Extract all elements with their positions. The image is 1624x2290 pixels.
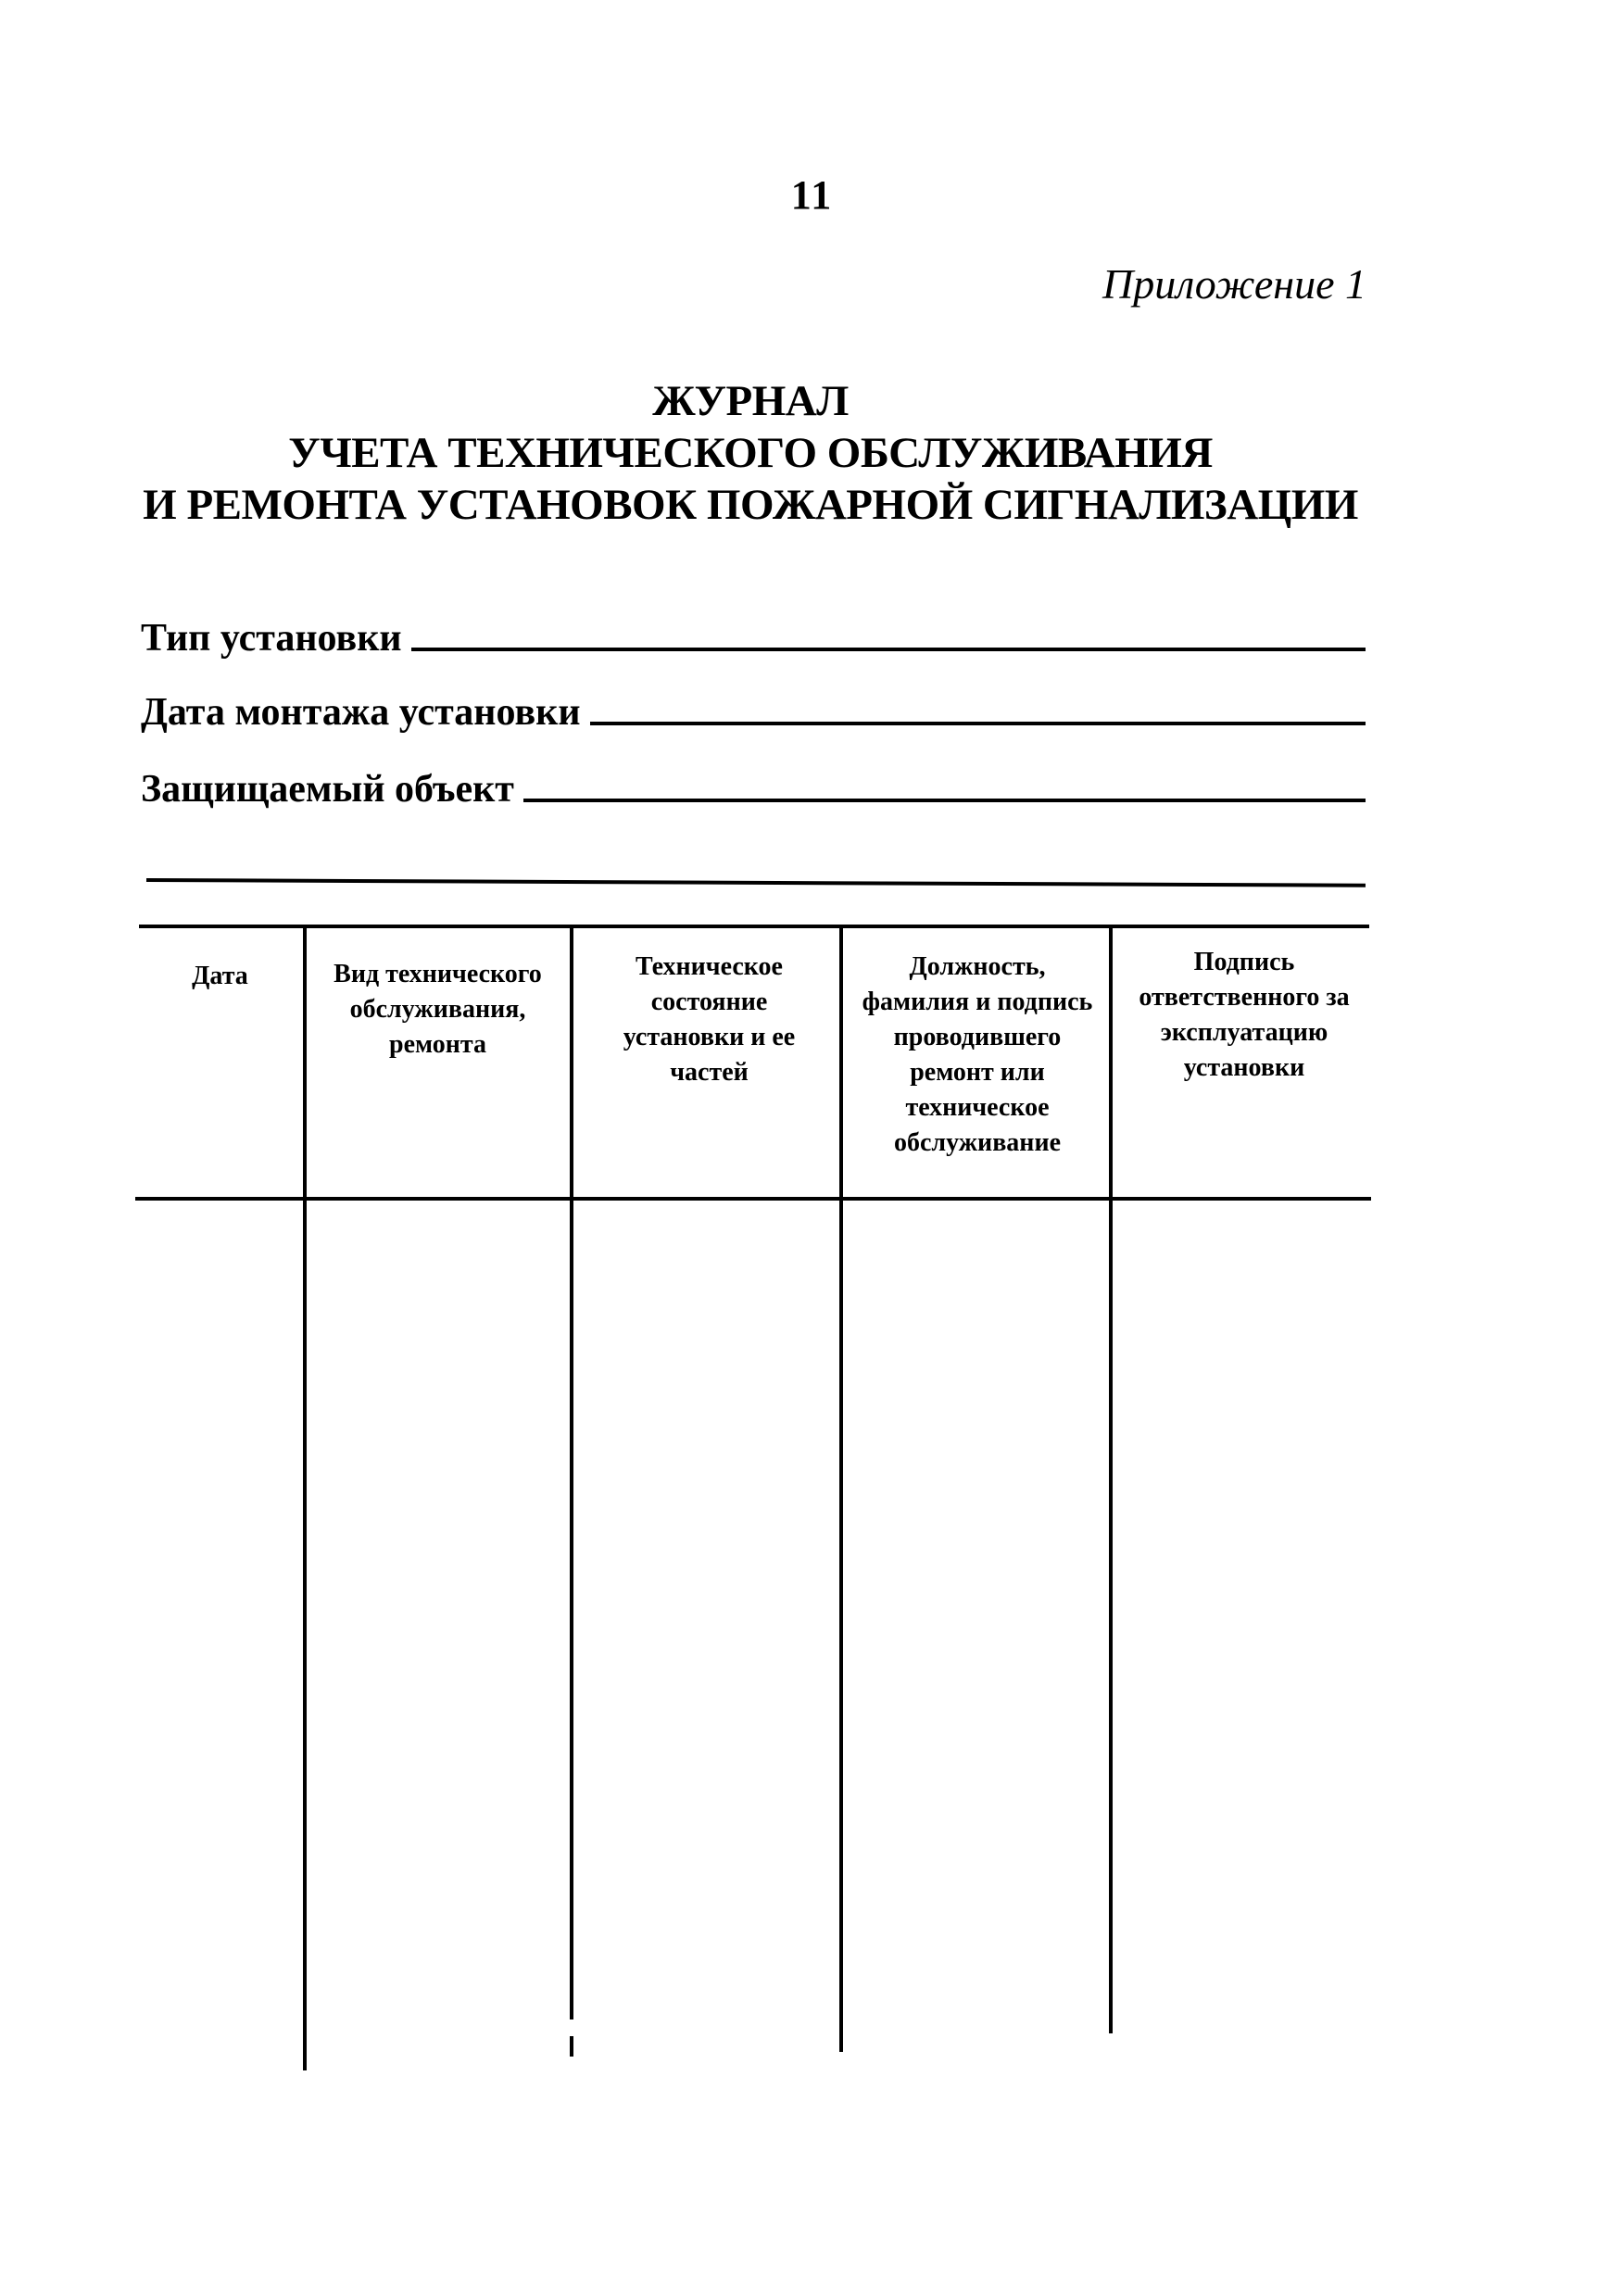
protected-object-continuation-line <box>146 878 1366 887</box>
table-column-divider <box>1109 926 1113 2033</box>
table-column-divider-fragment <box>570 2036 573 2057</box>
title-line-2: УЧЕТА ТЕХНИЧЕСКОГО ОБСЛУЖИВАНИЯ <box>288 429 1213 477</box>
install-type-field <box>141 616 1366 661</box>
document-title <box>139 375 1362 531</box>
column-header-performer: Должность, фамилия и подпись проводившего ремонт или техническое обслуживание <box>862 952 1093 1157</box>
page-number: 11 <box>790 172 834 218</box>
install-date-label: Дата монтажа установки <box>141 691 581 734</box>
install-date-blank <box>590 722 1366 725</box>
table-column-divider <box>570 926 573 2019</box>
table-column-divider <box>303 926 307 2070</box>
column-header-service-type: Вид технического обслуживания, ремонта <box>334 960 542 1059</box>
protected-object-blank <box>523 799 1366 802</box>
table-top-border <box>139 925 1369 928</box>
protected-object-field <box>141 767 1366 812</box>
title-line-3: И РЕМОНТА УСТАНОВОК ПОЖАРНОЙ СИГНАЛИЗАЦИИ <box>143 481 1358 529</box>
install-date-field <box>141 690 1366 735</box>
protected-object-label: Защищаемый объект <box>141 768 514 811</box>
table-header-bottom-border <box>135 1197 1371 1201</box>
appendix-label: Приложение 1 <box>1102 260 1366 308</box>
table-column-divider <box>839 926 843 2052</box>
column-header-responsible-signature: Подпись ответственного за эксплуатацию установки <box>1139 948 1350 1082</box>
column-header-date: Дата <box>192 962 248 990</box>
column-header-technical-condition: Техническое состояние установки и ее частей <box>623 952 796 1087</box>
install-type-blank <box>411 648 1366 651</box>
title-line-1: ЖУРНАЛ <box>652 377 849 425</box>
install-type-label: Тип установки <box>141 617 402 660</box>
